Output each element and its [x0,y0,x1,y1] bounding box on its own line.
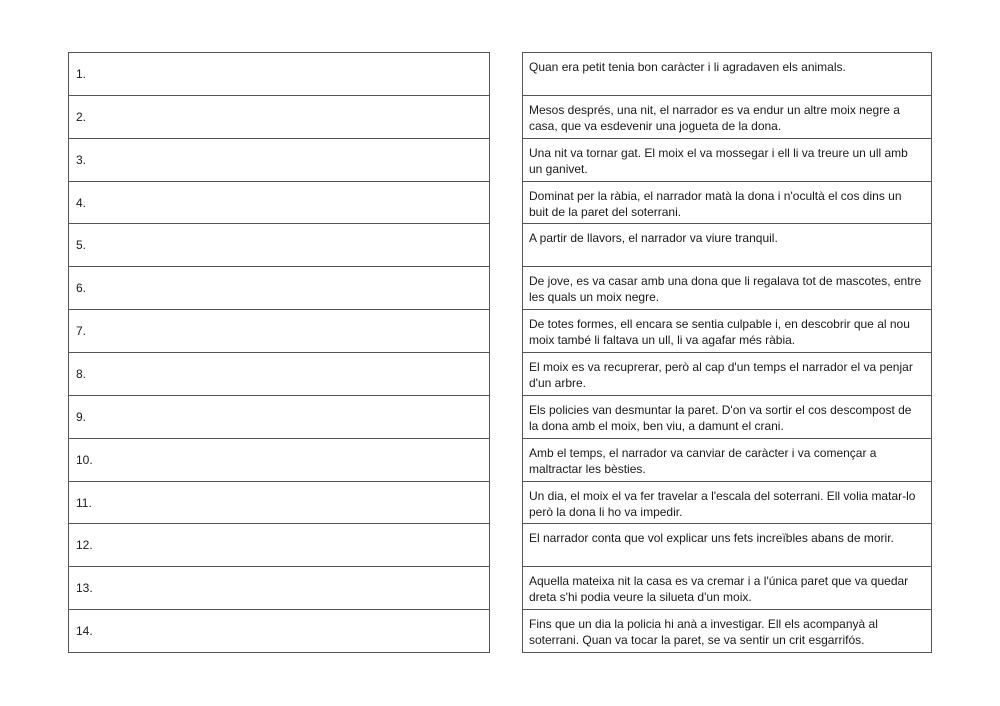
sentence-card[interactable] [523,523,931,566]
row-number: 9. [76,409,87,424]
row-number: 3. [76,152,87,167]
answer-row[interactable] [69,609,489,652]
sentence-card[interactable] [523,395,931,438]
row-number: 1. [76,66,87,81]
sentence-card[interactable] [523,566,931,609]
answer-row[interactable] [69,481,489,524]
sentence-text: Dominat per la ràbia, el narrador matà la dona i n'ocultà el cos dins un buit de la paret del soterrani. [529,188,902,219]
sentence-card[interactable] [523,438,931,481]
sentence-text: Una nit va tornar gat. El moix el va mossegar i ell li va treure un ull amb un ganivet. [529,145,908,176]
row-number: 2. [76,109,87,124]
answer-row[interactable] [69,181,489,224]
answer-row[interactable] [69,138,489,181]
sentence-card[interactable] [523,266,931,309]
row-number: 11. [76,495,92,510]
answer-row[interactable] [69,566,489,609]
sentence-card[interactable] [523,181,931,224]
sentence-text: De jove, es va casar amb una dona que li regalava tot de mascotes, entre les quals un moix negre. [529,274,922,305]
answer-row[interactable] [69,438,489,481]
row-number: 13. [76,581,93,596]
answer-column [68,52,490,653]
sentence-text: Quan era petit tenia bon caràcter i li agradaven els animals. [529,60,846,74]
sentence-text: De totes formes, ell encara se sentia culpable i, en descobrir que al nou moix també li faltava un ull, li va agafar més ràbia. [529,317,910,348]
answer-row[interactable] [69,95,489,138]
sentence-column [522,52,932,653]
sentence-card[interactable] [523,609,931,652]
answer-row[interactable] [69,53,489,95]
sentence-text: El narrador conta que vol explicar uns fets increïbles abans de morir. [529,531,894,546]
answer-row[interactable] [69,523,489,566]
answer-row[interactable] [69,223,489,266]
answer-row[interactable] [69,309,489,352]
sentence-card[interactable] [523,352,931,395]
sentence-text: A partir de llavors, el narrador va viure tranquil. [529,231,778,246]
sentence-text: El moix es va recuprerar, però al cap d'un temps el narrador el va penjar d'un arbre. [529,360,913,391]
sentence-card[interactable] [523,223,931,266]
sentence-card[interactable] [523,53,931,95]
sentence-text: Un dia, el moix el va fer travelar a l'escala del soterrani. Ell volia matar-lo però la dona li ho va impedir. [529,488,916,519]
answer-row[interactable] [69,395,489,438]
sentence-text: Aquella mateixa nit la casa es va cremar i a l'única paret que va quedar dreta s'hi podia veure la silueta d'un moix. [529,574,909,605]
row-number: 14. [76,624,93,639]
sentence-text: Fins que un dia la policia hi anà a investigar. Ell els acompanyà al soterrani. Quan va tocar la paret, se va sentir un crit esgarrifós. [529,617,878,648]
sentence-card[interactable] [523,138,931,181]
sentence-card[interactable] [523,309,931,352]
row-number: 5. [76,238,87,253]
row-number: 12. [76,538,93,553]
answer-row[interactable] [69,266,489,309]
answer-row[interactable] [69,352,489,395]
sentence-text: Amb el temps, el narrador va canviar de caràcter i va començar a maltractar les bèsties. [529,445,877,476]
sentence-card[interactable] [523,481,931,524]
sentence-card[interactable] [523,95,931,138]
row-number: 4. [76,195,87,210]
row-number: 10. [76,452,93,467]
row-number: 6. [76,281,87,296]
sentence-text: Els policies van desmuntar la paret. D'on va sortir el cos descompost de la dona amb el moix, ben viu, a damunt el crani. [529,402,912,433]
row-number: 8. [76,366,87,381]
row-number: 7. [76,324,87,339]
sentence-text: Mesos després, una nit, el narrador es va endur un altre moix negre a casa, que va esdevenir una joguetа de la dona. [529,102,900,133]
